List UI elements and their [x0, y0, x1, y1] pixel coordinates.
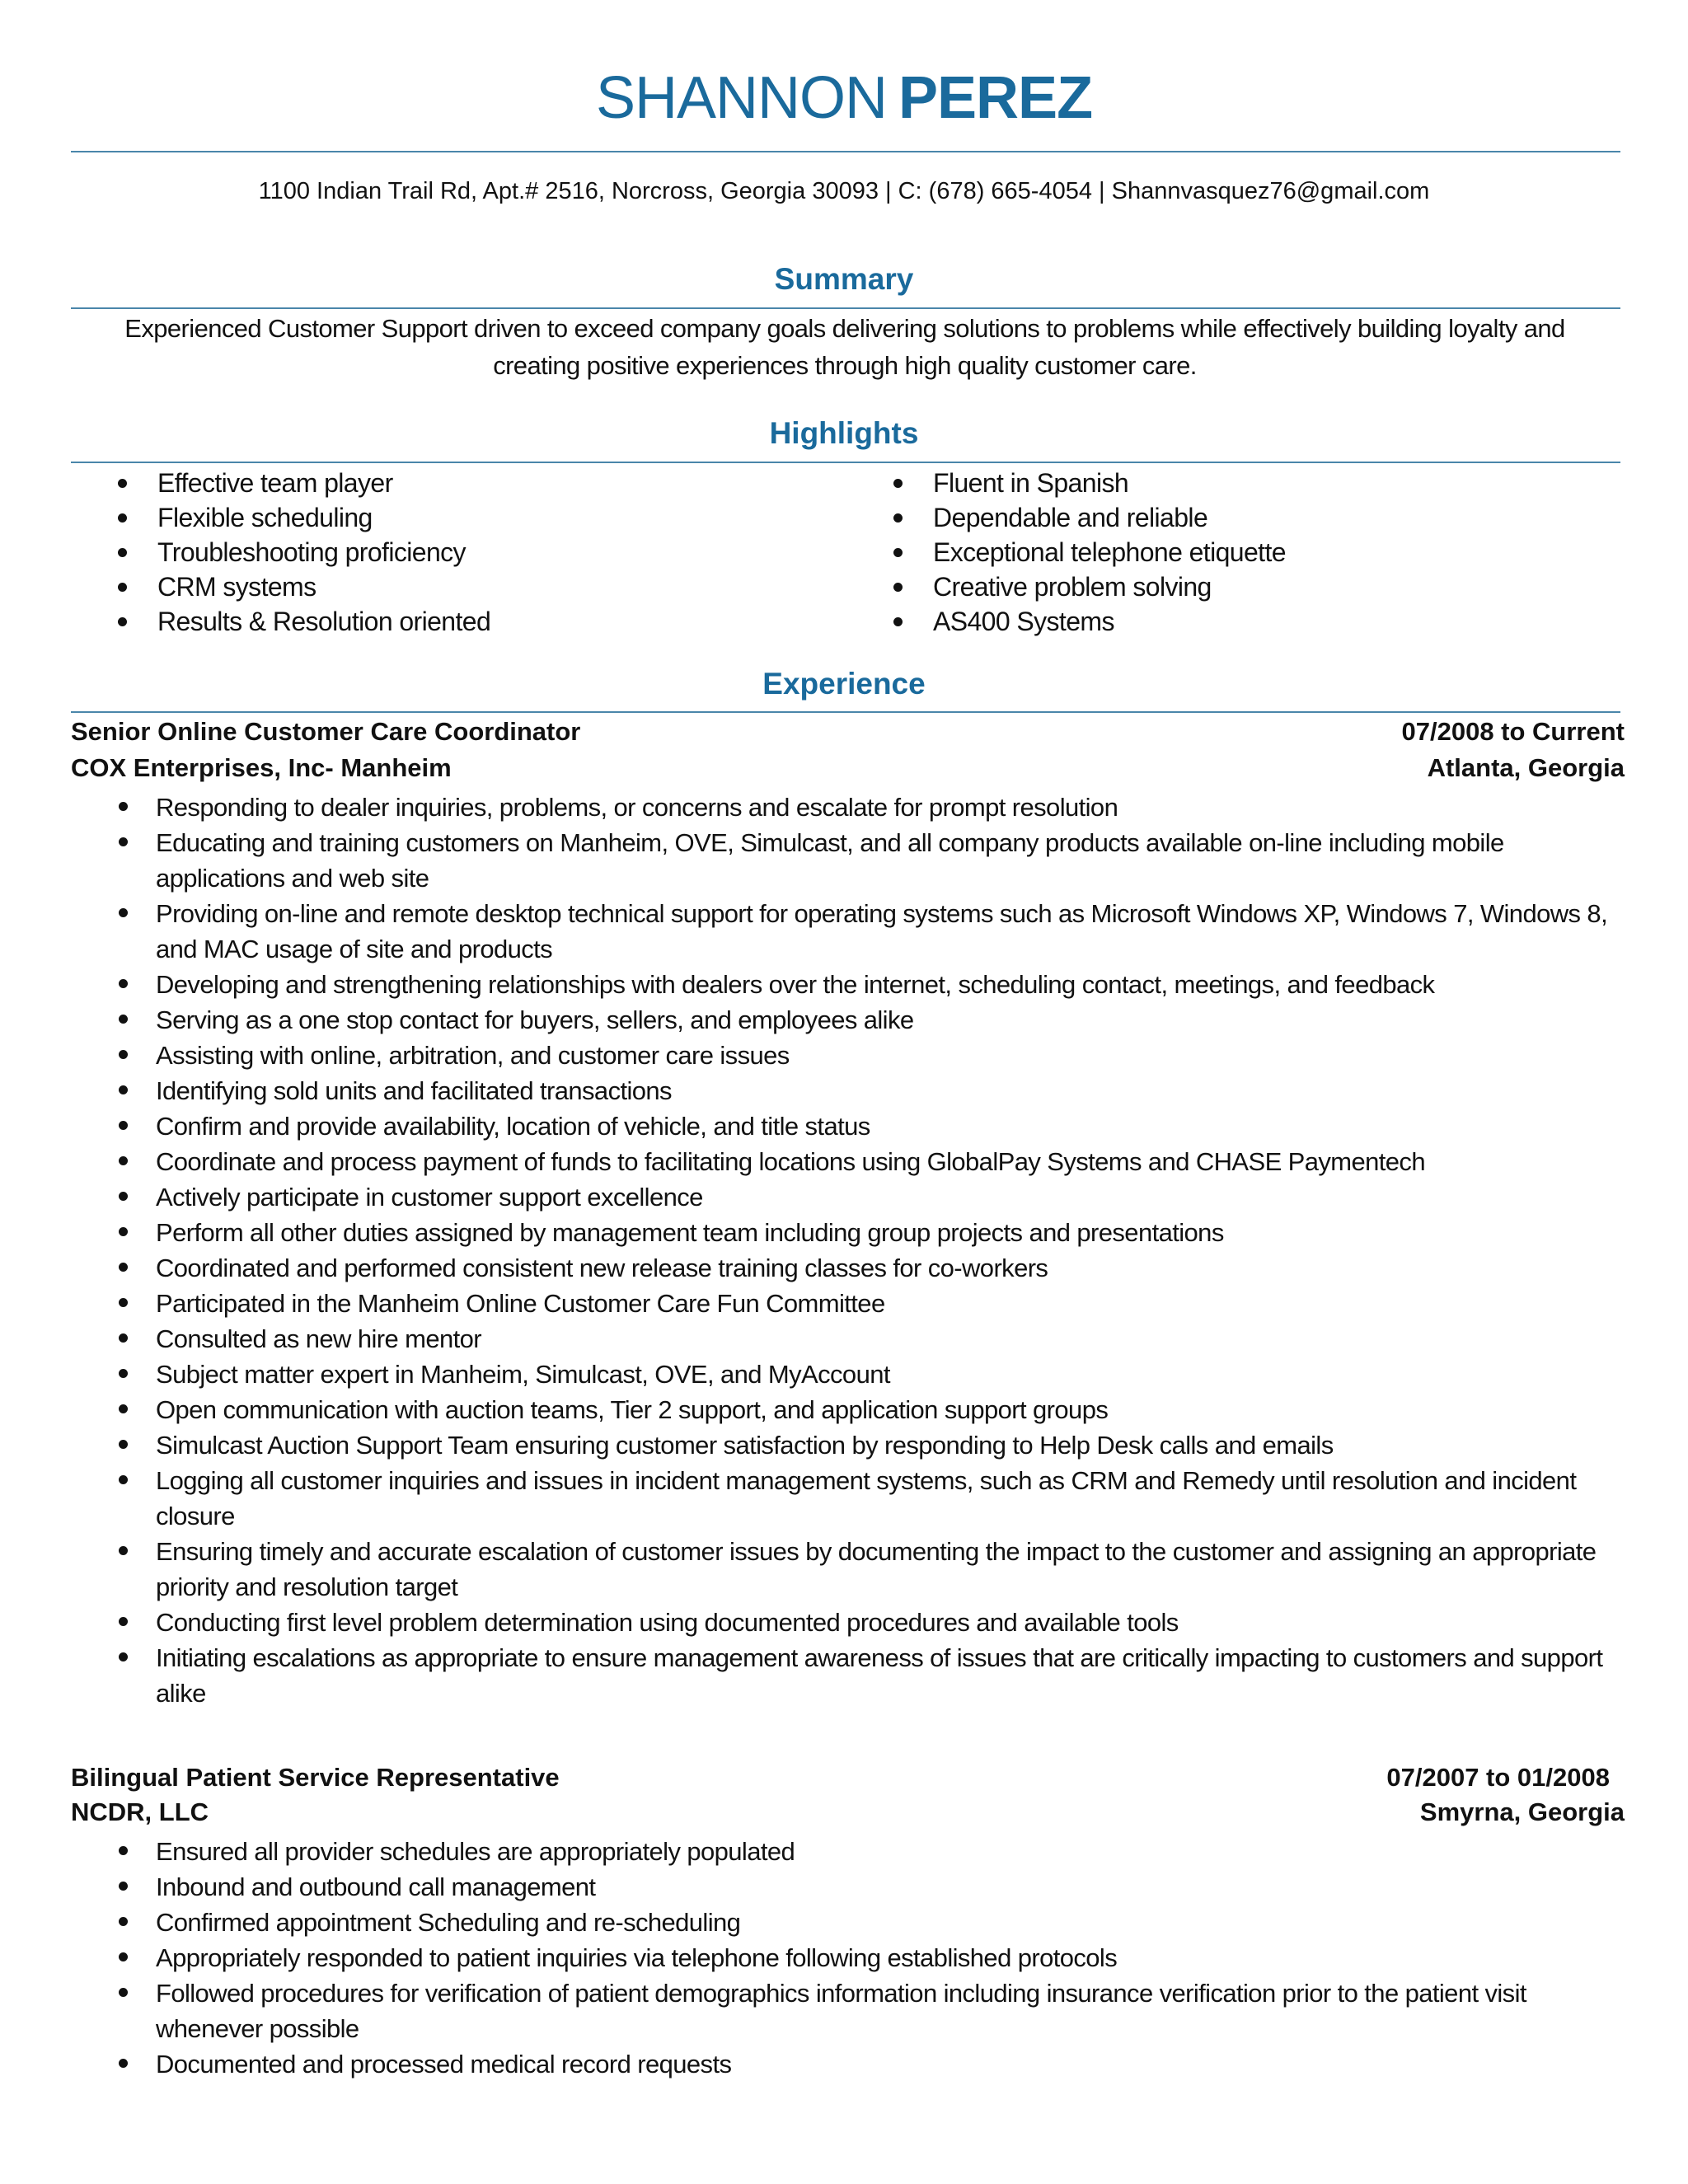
- company-name: COX Enterprises, Inc- Manheim: [71, 753, 452, 782]
- list-item: Documented and processed medical record requests: [156, 2046, 1615, 2082]
- summary-text: Experienced Customer Support driven to exceed company goals delivering solutions to problems while effectively building loyalty and creating positive experiences through high quality customer care.: [124, 314, 1565, 380]
- job-title: Bilingual Patient Service Representative: [71, 1763, 560, 1792]
- job-location: Smyrna, Georgia: [1419, 1797, 1625, 1826]
- company-name: NCDR, LLC: [71, 1797, 209, 1826]
- list-item: Consulted as new hire mentor: [156, 1321, 1615, 1357]
- experience-heading: Experience: [762, 667, 926, 701]
- highlights-right-list: [893, 466, 1286, 639]
- list-item: Actively participate in customer support excellence: [156, 1179, 1615, 1215]
- list-item: Effective team player: [118, 466, 490, 500]
- summary-heading: Summary: [774, 262, 914, 296]
- list-item: Serving as a one stop contact for buyers, sellers, and employees alike: [156, 1002, 1615, 1038]
- list-item: Open communication with auction teams, Tier 2 support, and application support groups: [156, 1392, 1615, 1427]
- first-name: SHANNON: [595, 65, 887, 131]
- list-item: Initiating escalations as appropriate to ensure management awareness of issues that are critically impacting to customers and support alike: [156, 1640, 1615, 1711]
- list-item: Dependable and reliable: [893, 500, 1286, 535]
- list-item: Followed procedures for verification of patient demographics information including insurance verification prior to the patient visit whenever possible: [156, 1975, 1615, 2046]
- list-item: Confirm and provide availability, location of vehicle, and title status: [156, 1108, 1615, 1144]
- list-item: Identifying sold units and facilitated transactions: [156, 1073, 1615, 1108]
- contact-line: 1100 Indian Trail Rd, Apt.# 2516, Norcross, Georgia 30093 | C: (678) 665-4054 | Shannvasquez76@gmail.com: [258, 178, 1430, 204]
- list-item: Inbound and outbound call management: [156, 1869, 1615, 1905]
- highlights-left-list: [118, 466, 490, 639]
- list-item: AS400 Systems: [893, 604, 1286, 639]
- list-item: Troubleshooting proficiency: [118, 535, 490, 569]
- list-item: Educating and training customers on Manheim, OVE, Simulcast, and all company products available on-line including mobile applications and web site: [156, 825, 1615, 896]
- list-item: Ensured all provider schedules are appropriately populated: [156, 1834, 1615, 1869]
- list-item: Flexible scheduling: [118, 500, 490, 535]
- list-item: Perform all other duties assigned by management team including group projects and presentations: [156, 1215, 1615, 1250]
- list-item: CRM systems: [118, 569, 490, 604]
- list-item: Assisting with online, arbitration, and customer care issues: [156, 1038, 1615, 1073]
- job-dates: 07/2007 to 01/2008: [1386, 1763, 1610, 1792]
- list-item: Conducting first level problem determination using documented procedures and available tools: [156, 1605, 1615, 1640]
- list-item: Coordinated and performed consistent new release training classes for co-workers: [156, 1250, 1615, 1286]
- list-item: Results & Resolution oriented: [118, 604, 490, 639]
- list-item: Subject matter expert in Manheim, Simulcast, OVE, and MyAccount: [156, 1357, 1615, 1392]
- job-title: Senior Online Customer Care Coordinator: [71, 717, 581, 746]
- list-item: Participated in the Manheim Online Customer Care Fun Committee: [156, 1286, 1615, 1321]
- applicant-name: [0, 61, 1688, 135]
- summary-divider: [71, 307, 1620, 309]
- experience-divider: [71, 711, 1620, 713]
- list-item: Simulcast Auction Support Team ensuring customer satisfaction by responding to Help Desk calls and emails: [156, 1427, 1615, 1463]
- list-item: Developing and strengthening relationships with dealers over the internet, scheduling contact, meetings, and feedback: [156, 967, 1615, 1002]
- list-item: Confirmed appointment Scheduling and re-scheduling: [156, 1905, 1615, 1940]
- job-1-duties: [156, 790, 1615, 1711]
- job-2-duties: [156, 1834, 1615, 2082]
- highlights-divider: [71, 462, 1620, 463]
- highlights-heading: Highlights: [769, 416, 919, 450]
- list-item: Exceptional telephone etiquette: [893, 535, 1286, 569]
- header-divider: [71, 151, 1620, 152]
- list-item: Ensuring timely and accurate escalation of customer issues by documenting the impact to the customer and assigning an appropriate priority and resolution target: [156, 1534, 1615, 1605]
- list-item: Fluent in Spanish: [893, 466, 1286, 500]
- job-dates: 07/2008 to Current: [1401, 717, 1625, 746]
- list-item: Logging all customer inquiries and issues in incident management systems, such as CRM and Remedy until resolution and incident closure: [156, 1463, 1615, 1534]
- list-item: Providing on-line and remote desktop technical support for operating systems such as Microsoft Windows XP, Windows 7, Windows 8, and MAC usage of site and products: [156, 896, 1615, 967]
- job-location: Atlanta, Georgia: [1427, 753, 1625, 782]
- list-item: Appropriately responded to patient inquiries via telephone following established protocols: [156, 1940, 1615, 1975]
- last-name: PEREZ: [898, 65, 1093, 131]
- list-item: Coordinate and process payment of funds to facilitating locations using GlobalPay Systems and CHASE Paymentech: [156, 1144, 1615, 1179]
- list-item: Responding to dealer inquiries, problems, or concerns and escalate for prompt resolution: [156, 790, 1615, 825]
- list-item: Creative problem solving: [893, 569, 1286, 604]
